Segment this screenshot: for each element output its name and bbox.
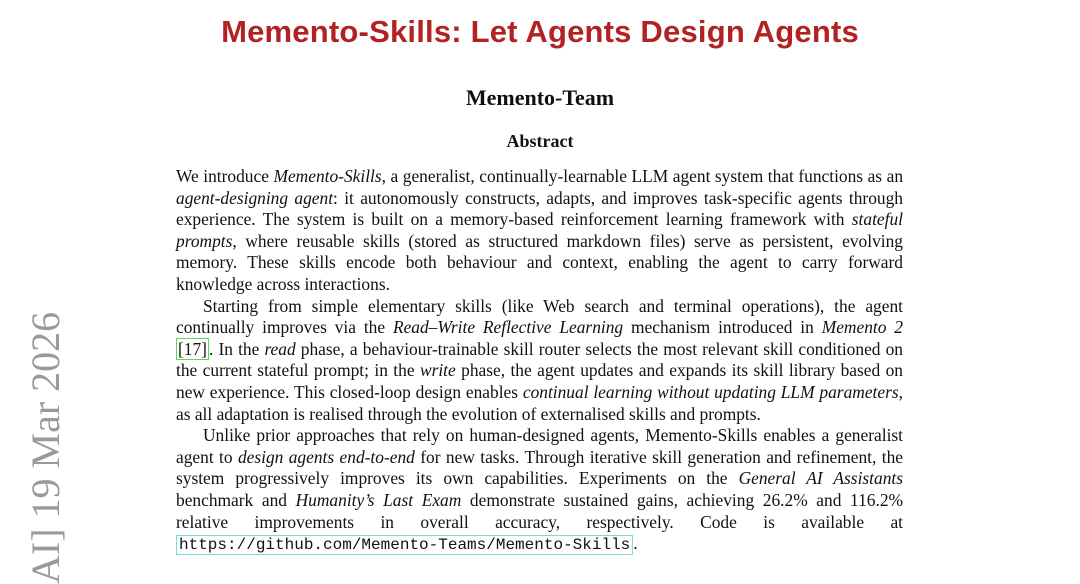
paper-title: Memento-Skills: Let Agents Design Agents — [221, 14, 859, 49]
emphasis-memento-skills: Memento-Skills — [273, 166, 382, 186]
abstract-heading: Abstract — [506, 131, 574, 151]
emphasis-continual-learning: continual learning without updating LLM parameters — [522, 381, 899, 402]
emphasis-stateful-prompts: stateful prompts — [176, 209, 903, 251]
emphasis-read: read — [264, 338, 296, 359]
emphasis-memento-2: Memento 2 — [821, 317, 903, 338]
author-name: Memento-Team — [465, 85, 615, 110]
emphasis-agent-designing-agent: agent-designing agent — [176, 187, 334, 208]
emphasis-write: write — [419, 360, 456, 381]
abstract-paragraph-2: Starting from simple elementary skills (like Web search and terminal operations), the agent continually improves via the Read–Write Reflective Learning mechanism introduced in Memento 2 [17] . In the read phase, a behaviour-trainable skill router selects the most relevant skill conditioned on the current stateful prompt; in the write phase, the agent updates and expands its skill library based on new experience. This closed-loop design enables continual learning without updating LLM parameters, as all adaptation is realised through the evolution of externalised skills and prompts. — [176, 295, 903, 424]
emphasis-gaia: General AI Assistants — [738, 468, 903, 489]
abstract-body — [176, 166, 903, 557]
abstract-paragraph-1: We introduce Memento-Skills, a generalist, continually-learnable LLM agent system that functions as an agent-designing agent: it autonomously constructs, adapts, and improves task-specific agents through experience. The system is built on a memory-based reinforcement learning framework with stateful prompts, where reusable skills (stored as structured markdown files) serve as persistent, evolving memory. These skills encode both behaviour and context, enabling the agent to carry forward knowledge across interactions. — [176, 166, 904, 294]
code-url-link[interactable]: https://github.com/Memento-Teams/Memento-Skills — [176, 535, 633, 555]
citation-link[interactable]: [17] — [178, 338, 207, 359]
emphasis-read-write-learning: Read–Write Reflective Learning — [392, 317, 624, 338]
abstract-paragraph-3: Unlike prior approaches that rely on human-designed agents, Memento-Skills enables a generalist agent to design agents end-to-end for new tasks. Through iterative skill generation and refinement, the system progressively improves its own capabilities. Experiments on the General AI Assistants benchmark and Humanity’s Last Exam demonstrate sustained gains, achieving 26.2% and 116.2% relative improvements in overall accuracy, respectively. Code is available at https://github.com/Memento-Teams/Memento-Skills . — [176, 425, 903, 555]
arxiv-side-stamp: AI] 19 Mar 2026 — [23, 311, 68, 584]
emphasis-hle: Humanity’s Last Exam — [295, 489, 462, 510]
emphasis-design-agents: design agents end-to-end — [237, 446, 415, 467]
